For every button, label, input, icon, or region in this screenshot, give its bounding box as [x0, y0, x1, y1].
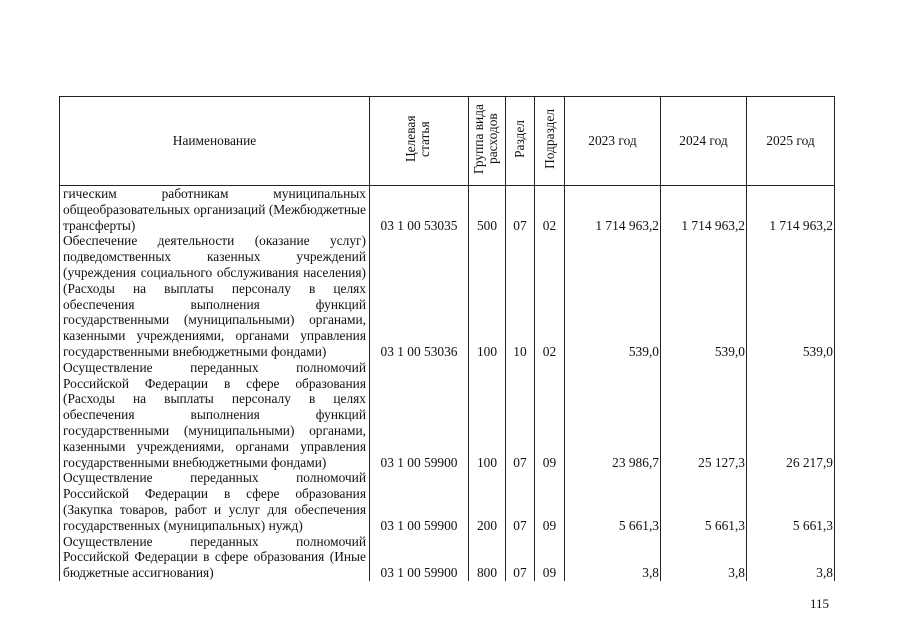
row-name: Осуществление переданных полномочий Российской Федерации в сфере образования (Иные бюджетные ассигнования): [60, 534, 370, 581]
row-value-2025: 5 661,3: [747, 470, 835, 533]
row-name: гическим работникам муниципальных общеобразовательных организаций (Межбюджетные трансферты): [60, 186, 370, 234]
row-section: 07: [506, 470, 535, 533]
header-section: Раздел: [506, 97, 535, 186]
row-value-2024: 3,8: [661, 534, 747, 581]
row-target-article: 03 1 00 59900: [370, 470, 469, 533]
header-name: Наименование: [60, 97, 370, 186]
row-expense-group: 500: [469, 186, 506, 234]
page-number: 115: [810, 596, 830, 611]
header-2025: 2025 год: [747, 97, 835, 186]
row-expense-group: 100: [469, 233, 506, 359]
row-subsection: 02: [535, 186, 565, 234]
header-2023: 2023 год: [565, 97, 661, 186]
row-section: 07: [506, 186, 535, 234]
row-name: Осуществление переданных полномочий Российской Федерации в сфере образования (Закупка товаров, работ и услуг для обеспечения государственных (муниципальных) нужд): [60, 470, 370, 533]
budget-table: [59, 96, 835, 581]
row-value-2023: 5 661,3: [565, 470, 661, 533]
row-value-2023: 3,8: [565, 534, 661, 581]
header-target-article: Целевая статья: [370, 97, 469, 186]
row-value-2023: 1 714 963,2: [565, 186, 661, 234]
row-subsection: 09: [535, 470, 565, 533]
row-name: Осуществление переданных полномочий Российской Федерации в сфере образования (Расходы на выплаты персоналу в целях обеспечения выполнения функций государственными (муниципальными) органами, казенными учреждениями, органами управления государственными внебюджетными фондами): [60, 360, 370, 471]
row-expense-group: 100: [469, 360, 506, 471]
table-row: [60, 534, 835, 581]
row-target-article: 03 1 00 53036: [370, 233, 469, 359]
row-value-2025: 1 714 963,2: [747, 186, 835, 234]
row-value-2025: 26 217,9: [747, 360, 835, 471]
row-subsection: 09: [535, 534, 565, 581]
header-2024: 2024 год: [661, 97, 747, 186]
row-name: Обеспечение деятельности (оказание услуг) подведомственных казенных учреждений (учреждения социального обслуживания населения) (Расходы на выплаты персоналу в целях обеспечения выполнения функций государственными (муниципальными) органами, казенными учреждениями, органами управления государственными внебюджетными фондами): [60, 233, 370, 359]
table-row: [60, 470, 835, 533]
row-section: 10: [506, 233, 535, 359]
row-value-2024: 1 714 963,2: [661, 186, 747, 234]
row-value-2025: 3,8: [747, 534, 835, 581]
row-expense-group: 200: [469, 470, 506, 533]
row-target-article: 03 1 00 59900: [370, 360, 469, 471]
header-subsection: Подраздел: [535, 97, 565, 186]
row-value-2024: 539,0: [661, 233, 747, 359]
row-value-2023: 539,0: [565, 233, 661, 359]
row-value-2023: 23 986,7: [565, 360, 661, 471]
row-subsection: 02: [535, 233, 565, 359]
row-value-2024: 25 127,3: [661, 360, 747, 471]
row-target-article: 03 1 00 59900: [370, 534, 469, 581]
header-expense-group: Группа вида расходов: [469, 97, 506, 186]
row-section: 07: [506, 534, 535, 581]
table-row: [60, 186, 835, 234]
row-target-article: 03 1 00 53035: [370, 186, 469, 234]
table-row: [60, 233, 835, 359]
row-value-2024: 5 661,3: [661, 470, 747, 533]
row-value-2025: 539,0: [747, 233, 835, 359]
row-subsection: 09: [535, 360, 565, 471]
row-section: 07: [506, 360, 535, 471]
row-expense-group: 800: [469, 534, 506, 581]
table-row: [60, 360, 835, 471]
table-header-row: [60, 97, 835, 186]
